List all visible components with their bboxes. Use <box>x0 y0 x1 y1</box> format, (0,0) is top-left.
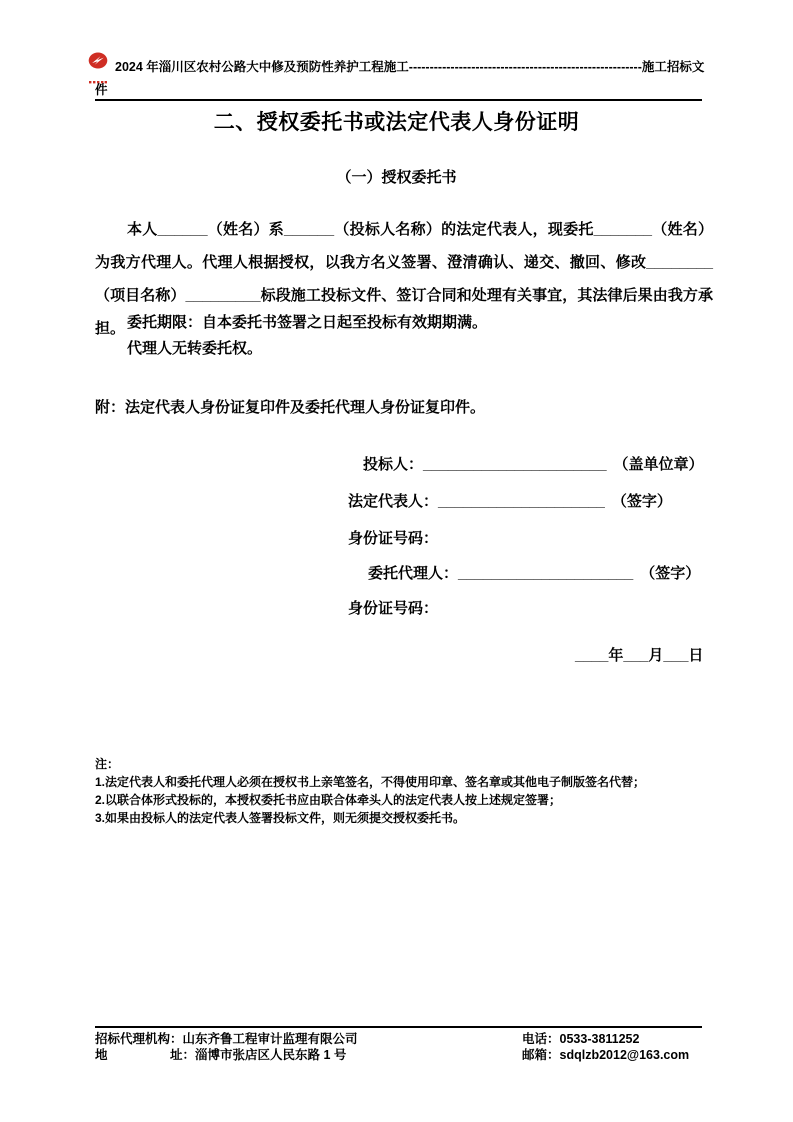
footer-rule <box>95 1026 702 1028</box>
note-item-1: 1.法定代表人和委托代理人必须在授权书上亲笔签名，不得使用印章、签名章或其他电子制版签名代替； <box>95 775 646 789</box>
attachment-line: 附：法定代表人身份证复印件及委托代理人身份证复印件。 <box>95 399 486 416</box>
legal-rep-id-row <box>348 530 438 548</box>
legal-rep-sign-note: （签字） <box>611 493 672 510</box>
agent-signature-line: _____________________ <box>458 565 634 582</box>
notes-section <box>95 755 717 827</box>
legal-rep-signature-row <box>348 493 672 511</box>
email-value: sdqlzb2012@163.com <box>559 1048 690 1062</box>
agent-signature-row <box>368 565 700 583</box>
header-line-1: 2024 年淄川区农村公路大中修及预防性养护工程施工--------------------------------------------------------施工招标文 <box>115 60 705 74</box>
legal-rep-id-label: 身份证号码： <box>348 530 439 547</box>
legal-rep-label: 法定代表人： <box>348 493 439 510</box>
note-item-2: 2.以联合体形式投标的，本授权委托书应由联合体牵头人的法定代表人按上述规定签署； <box>95 793 562 807</box>
page-header <box>95 56 707 102</box>
email-label: 邮箱： <box>522 1048 560 1062</box>
address-label: 地 址： <box>95 1048 196 1062</box>
page-title: 二、授权委托书或法定代表人身份证明 <box>213 111 580 134</box>
legal-rep-signature-line: ____________________ <box>438 493 605 510</box>
bidder-signature-line: ______________________ <box>423 456 607 473</box>
address-row <box>95 1047 346 1063</box>
date-line: ____年___月___日 <box>575 647 704 664</box>
no-subdelegation-line: 代理人无转委托权。 <box>127 340 263 357</box>
term-line: 委托期限：自本委托书签署之日起至投标有效期期满。 <box>127 314 488 331</box>
header-rule <box>95 99 702 101</box>
agent-id-label: 身份证号码： <box>348 600 439 617</box>
bidder-label: 投标人： <box>363 456 424 473</box>
notes-heading: 注： <box>95 757 120 771</box>
bidder-signature-row <box>363 456 704 474</box>
email-row <box>522 1047 689 1063</box>
header-line-2: 件 <box>95 83 108 97</box>
note-item-3: 3.如果由投标人的法定代表人签署投标文件，则无须提交授权委托书。 <box>95 811 466 825</box>
phone-label: 电话： <box>522 1032 560 1046</box>
agency-label: 招标代理机构： <box>95 1032 183 1046</box>
section-subtitle: （一）授权委托书 <box>336 169 457 186</box>
agency-name: 山东齐鲁工程审计监理有限公司 <box>182 1032 358 1046</box>
agency-row <box>95 1031 358 1047</box>
authorization-paragraph: 本人______（姓名）系______（投标人名称）的法定代表人，现委托_______（姓名）为我方代理人。代理人根据授权，以我方名义签署、澄清确认、递交、撤回、修改________（项目名称）_________标段施工投标文件、签订合同和处理有关事宜，其法律后果由我方承担。 <box>95 221 713 337</box>
phone-number: 0533-3811252 <box>559 1032 640 1046</box>
agent-id-row <box>348 600 438 618</box>
address-value: 淄博市张店区人民东路 1 号 <box>195 1048 347 1062</box>
agent-label: 委托代理人： <box>368 565 459 582</box>
bidder-seal-note: （盖单位章） <box>613 456 704 473</box>
phone-row <box>522 1031 639 1047</box>
agent-sign-note: （签字） <box>640 565 701 582</box>
